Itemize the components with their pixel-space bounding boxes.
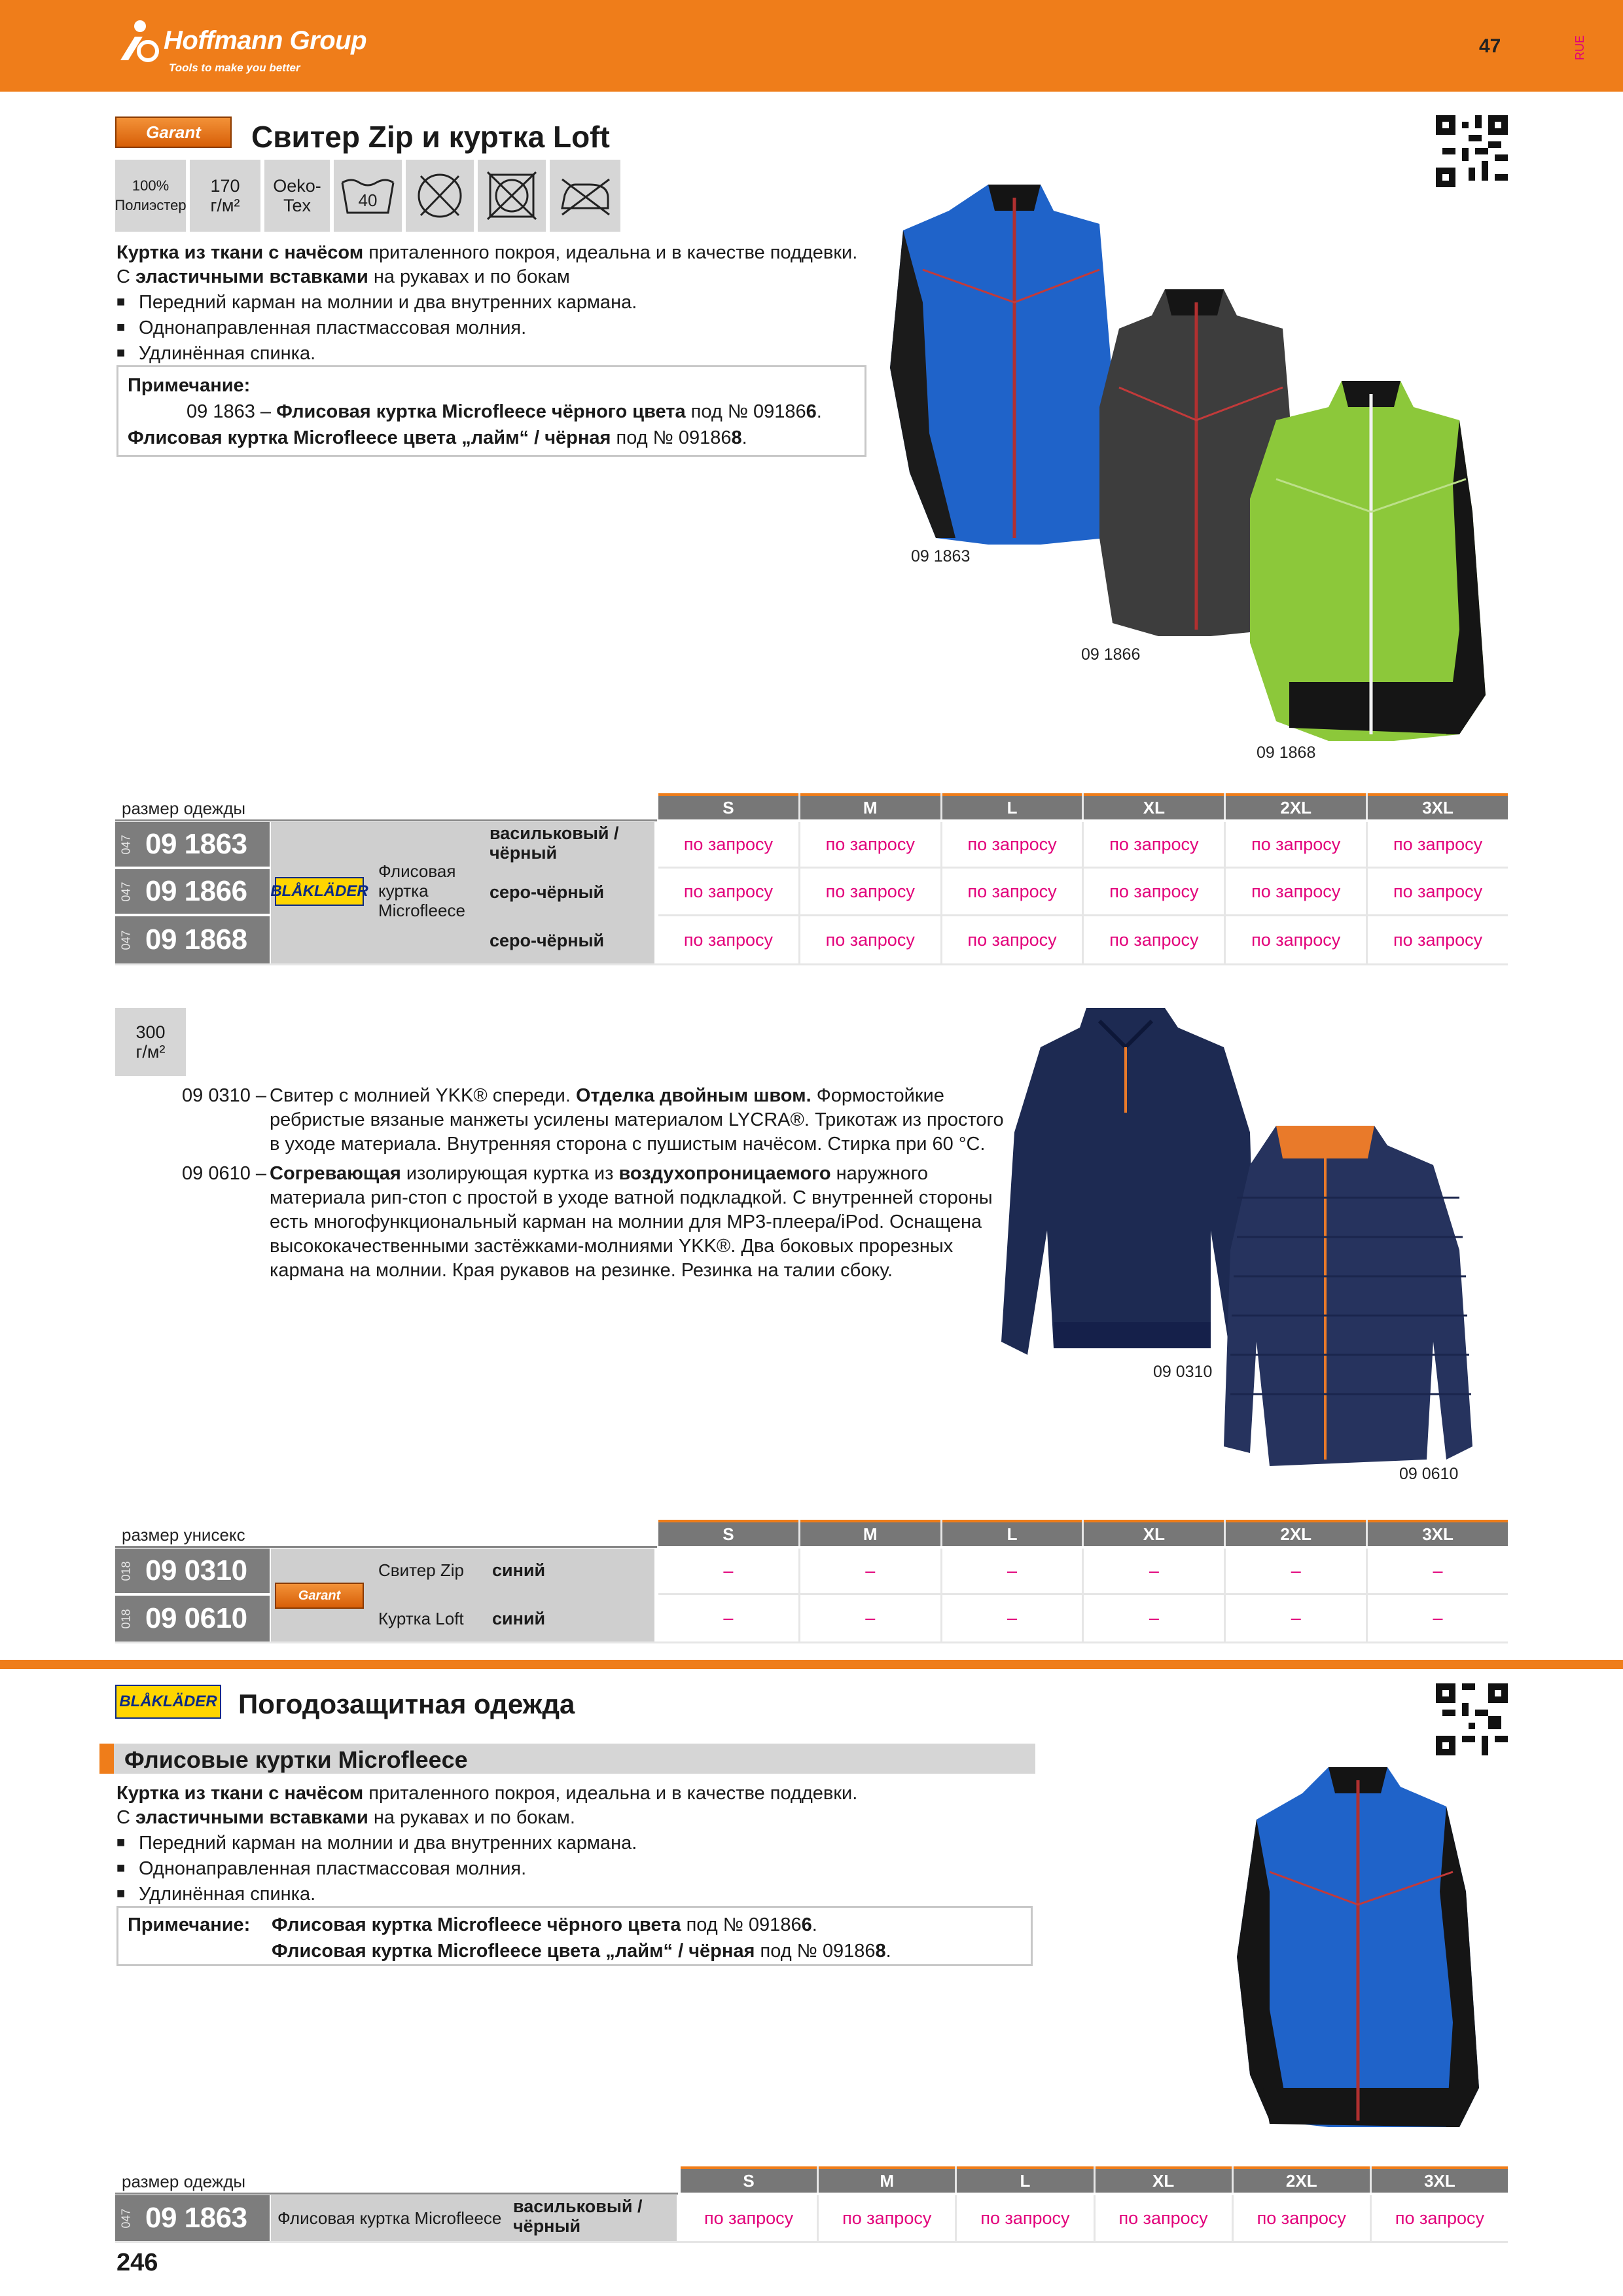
note-label: Примечание: bbox=[128, 375, 251, 396]
table-rule bbox=[115, 2241, 1508, 2243]
price-cell: – bbox=[865, 1560, 876, 1581]
price-cell: – bbox=[1291, 1608, 1301, 1628]
color-name: синий bbox=[492, 1609, 546, 1628]
image-label: 09 0610 bbox=[1399, 1465, 1459, 1483]
price-cell: по запросу bbox=[1393, 929, 1483, 950]
price-cell: – bbox=[1007, 1560, 1018, 1581]
size-header: 3XL bbox=[1372, 2166, 1508, 2193]
item-text-line: Свитер с молнией YKK® спереди. Отделка двойным швом. Формостойкие bbox=[270, 1085, 944, 1106]
price-cell: по запросу bbox=[1109, 881, 1199, 901]
logo-wordmark: Hoffmann Group bbox=[164, 26, 367, 55]
item-text-line: Согревающая изолирующая куртка из воздухопроницаемого наружного bbox=[270, 1163, 929, 1184]
price-cell: по запросу bbox=[704, 2208, 794, 2228]
product-name: Куртка Loft bbox=[378, 1609, 464, 1628]
item-text-line: высококачественными застёжками-молниями YKK®. Два боковых прорезных bbox=[270, 1236, 954, 1257]
item-text-line: кармана на молнии. Края рукавов на резинке. Резинка на талии сбоку. bbox=[270, 1260, 893, 1281]
price-cell: – bbox=[1007, 1608, 1018, 1628]
feature-bullet: ■ Однонаправленная пластмассовая молния. bbox=[116, 1856, 1033, 1881]
color-name: серо-чёрный bbox=[490, 882, 605, 902]
item-text-line: материала рип-стоп с простой в уходе ватной подкладкой. С внутренней стороны bbox=[270, 1187, 993, 1208]
feature-bullet: ■ Однонаправленная пластмассовая молния. bbox=[116, 315, 889, 340]
price-cell: по запросу bbox=[1393, 834, 1483, 854]
table-caption: размер унисекс bbox=[122, 1525, 245, 1545]
price-cell: по запросу bbox=[967, 929, 1057, 950]
size-header: 2XL bbox=[1226, 793, 1366, 819]
size-header: S bbox=[658, 793, 798, 819]
price-cell: – bbox=[1149, 1560, 1159, 1581]
price-cell: – bbox=[723, 1608, 734, 1628]
note-line: Флисовая куртка Microfleece цвета „лайм“ / чёрная под № 091868. bbox=[128, 427, 747, 448]
table-rule bbox=[115, 2193, 678, 2195]
price-cell: по запросу bbox=[825, 881, 915, 901]
product-description bbox=[116, 241, 889, 366]
price-cell: по запросу bbox=[1257, 2208, 1346, 2228]
article-number-cell[interactable]: 047 09 1863 bbox=[115, 822, 270, 867]
price-cell: – bbox=[865, 1608, 876, 1628]
price-cell: – bbox=[1433, 1560, 1443, 1581]
size-header: L bbox=[957, 2166, 1093, 2193]
price-cell: по запросу bbox=[1109, 834, 1199, 854]
spec-material: 100% Полиэстер bbox=[115, 160, 186, 232]
garant-brand-logo: Garant bbox=[275, 1583, 364, 1609]
size-header: M bbox=[800, 1520, 940, 1546]
item-article-ref: 09 0610 – bbox=[182, 1163, 267, 1184]
garant-brand-logo: Garant bbox=[115, 117, 232, 148]
table-rule bbox=[115, 1641, 1508, 1643]
page-header bbox=[0, 0, 1623, 92]
price-cell: – bbox=[1149, 1608, 1159, 1628]
item-description bbox=[182, 1162, 1013, 1283]
note-box bbox=[116, 365, 866, 457]
price-cell: по запросу bbox=[842, 2208, 932, 2228]
price-cell: по запросу bbox=[1393, 881, 1483, 901]
article-number-cell[interactable]: 047 09 1866 bbox=[115, 869, 270, 914]
price-cell: по запросу bbox=[967, 834, 1057, 854]
product-description bbox=[182, 1084, 1013, 1288]
price-cell: по запросу bbox=[1118, 2208, 1208, 2228]
spec-density: 170 г/м² bbox=[190, 160, 260, 232]
price-cell: – bbox=[1291, 1560, 1301, 1581]
table-rule bbox=[115, 1546, 657, 1548]
size-header: XL bbox=[1084, 793, 1224, 819]
jacket-lime-image bbox=[1250, 381, 1486, 741]
color-name: синий bbox=[492, 1560, 546, 1580]
svg-text:40: 40 bbox=[358, 190, 378, 210]
section-divider bbox=[0, 1660, 1623, 1669]
product-name: Флисовая куртка Microfleece bbox=[277, 2208, 502, 2228]
feature-bullet: ■ Передний карман на молнии и два внутренних кармана. bbox=[116, 1830, 1033, 1856]
wash-40-icon bbox=[334, 160, 402, 232]
blaklader-brand-logo: BLÅKLÄDER bbox=[115, 1685, 221, 1719]
desc-line: С эластичными вставками на рукавах и по бокам bbox=[116, 266, 570, 287]
price-cell: по запросу bbox=[825, 834, 915, 854]
blaklader-brand-logo: BLÅKLÄDER bbox=[275, 877, 364, 906]
jacket-blue-image bbox=[1224, 1761, 1499, 2127]
feature-bullet: ■ Удлинённая спинка. bbox=[116, 340, 889, 366]
size-header: 2XL bbox=[1234, 2166, 1370, 2193]
note-line: Флисовая куртка Microfleece чёрного цвета под № 091866. bbox=[272, 1914, 817, 1935]
logo-tagline: Tools to make you better bbox=[169, 62, 300, 74]
size-header-row bbox=[658, 1520, 1508, 1546]
price-cell: – bbox=[1433, 1608, 1443, 1628]
price-grid bbox=[658, 822, 1508, 963]
product-image-sweater-jacket bbox=[1001, 1001, 1512, 1473]
no-iron-icon bbox=[550, 160, 620, 232]
price-cell: по запросу bbox=[825, 929, 915, 950]
price-cell: – bbox=[723, 1560, 734, 1581]
item-text-line: в уходе материала. Внутренняя сторона с пушистым начёсом. Стирка при 60 °C. bbox=[270, 1134, 986, 1155]
page-number: 246 bbox=[116, 2249, 158, 2276]
jacket-blue-image bbox=[890, 185, 1119, 545]
item-text-line: ребристые вязаные манжеты усилены материалом LYCRA®. Трикотаж из простого bbox=[270, 1109, 1004, 1130]
size-header: M bbox=[800, 793, 940, 819]
price-cell: по запросу bbox=[1251, 834, 1341, 854]
desc-line: С эластичными вставками на рукавах и по бокам. bbox=[116, 1807, 575, 1828]
image-label: 09 0310 bbox=[1153, 1363, 1213, 1381]
desc-line: Куртка из ткани с начёсом приталенного покроя, идеальна и в качестве поддевки. bbox=[116, 242, 858, 263]
size-header-row bbox=[658, 793, 1508, 819]
image-label: 09 1863 bbox=[911, 547, 971, 565]
spec-oeko-tex: Oeko- Tex bbox=[264, 160, 330, 232]
spec-density: 300 г/м² bbox=[115, 1008, 186, 1076]
color-name: васильковый / чёрный bbox=[513, 2197, 643, 2236]
product-name: Свитер Zip bbox=[378, 1560, 464, 1580]
price-cell: по запросу bbox=[1395, 2208, 1485, 2228]
size-header: M bbox=[819, 2166, 955, 2193]
size-header: L bbox=[942, 1520, 1082, 1546]
note-line: Флисовая куртка Microfleece цвета „лайм“ / чёрная под № 091868. bbox=[272, 1941, 891, 1962]
color-name: васильковый / чёрный bbox=[490, 823, 619, 863]
price-cell: по запросу bbox=[1251, 881, 1341, 901]
price-grid bbox=[658, 1549, 1508, 1641]
size-header: XL bbox=[1096, 2166, 1232, 2193]
article-number-cell[interactable]: 018 09 0610 bbox=[115, 1596, 270, 1641]
item-text bbox=[270, 1084, 1004, 1157]
subsection-title: Флисовые куртки Microfleece bbox=[124, 1746, 468, 1773]
product-description bbox=[116, 1782, 1033, 1907]
price-cell: по запросу bbox=[683, 881, 773, 901]
color-name: серо-чёрный bbox=[490, 931, 605, 950]
table-caption: размер одежды bbox=[122, 2172, 246, 2191]
size-header: 3XL bbox=[1368, 1520, 1508, 1546]
price-cell: по запросу bbox=[967, 881, 1057, 901]
item-text-line: есть многофункциональный карман на молнии для MP3-плеера/iPod. Оснащена bbox=[270, 1211, 982, 1232]
note-label: Примечание: bbox=[128, 1914, 251, 1935]
price-cell: по запросу bbox=[683, 929, 773, 950]
desc-line: Куртка из ткани с начёсом приталенного покроя, идеальна и в качестве поддевки. bbox=[116, 1783, 858, 1804]
loft-jacket-image bbox=[1224, 1126, 1472, 1466]
no-bleach-icon bbox=[406, 160, 474, 232]
item-article-ref: 09 0310 – bbox=[182, 1085, 267, 1106]
feature-bullet: ■ Передний карман на молнии и два внутренних кармана. bbox=[116, 289, 889, 315]
product-name: Флисовая куртка Microfleece bbox=[378, 861, 465, 920]
article-number-cell[interactable]: 018 09 0310 bbox=[115, 1549, 270, 1593]
image-label: 09 1868 bbox=[1257, 744, 1316, 762]
note-box bbox=[116, 1906, 1033, 1966]
section-title: Погодозащитная одежда bbox=[238, 1689, 575, 1719]
price-cell: по запросу bbox=[683, 834, 773, 854]
feature-bullet: ■ Удлинённая спинка. bbox=[116, 1881, 1033, 1907]
size-header-row bbox=[681, 2166, 1508, 2193]
article-number-cell[interactable]: 047 09 1863 bbox=[115, 2195, 270, 2241]
size-header: S bbox=[681, 2166, 817, 2193]
note-line: 09 1863 – Флисовая куртка Microfleece чёрного цвета под № 091866. bbox=[187, 401, 822, 422]
size-header: S bbox=[658, 1520, 798, 1546]
image-label: 09 1866 bbox=[1081, 645, 1141, 664]
size-header: 2XL bbox=[1226, 1520, 1366, 1546]
article-number-cell[interactable]: 047 09 1868 bbox=[115, 916, 270, 963]
page-number: 47 bbox=[1479, 35, 1501, 57]
item-list bbox=[182, 1084, 1013, 1283]
table-caption: размер одежды bbox=[122, 798, 246, 818]
sweater-zip-image bbox=[1001, 1008, 1257, 1355]
product-image-microfleece bbox=[883, 171, 1538, 747]
price-cell: по запросу bbox=[1109, 929, 1199, 950]
hoffmann-logo-icon bbox=[115, 17, 162, 64]
size-header: L bbox=[942, 793, 1082, 819]
table-rule bbox=[115, 963, 1508, 965]
price-grid bbox=[681, 2195, 1508, 2241]
table-rule bbox=[115, 819, 657, 821]
qr-code-icon[interactable] bbox=[1436, 1683, 1508, 1755]
section-title: Свитер Zip и куртка Loft bbox=[251, 120, 610, 154]
item-text bbox=[270, 1162, 993, 1283]
price-cell: по запросу bbox=[1251, 929, 1341, 950]
price-cell: по запросу bbox=[980, 2208, 1070, 2228]
item-description bbox=[182, 1084, 1013, 1157]
no-tumble-dry-icon bbox=[478, 160, 546, 232]
size-header: 3XL bbox=[1368, 793, 1508, 819]
size-header: XL bbox=[1084, 1520, 1224, 1546]
language-tag: RUE bbox=[1573, 35, 1586, 61]
